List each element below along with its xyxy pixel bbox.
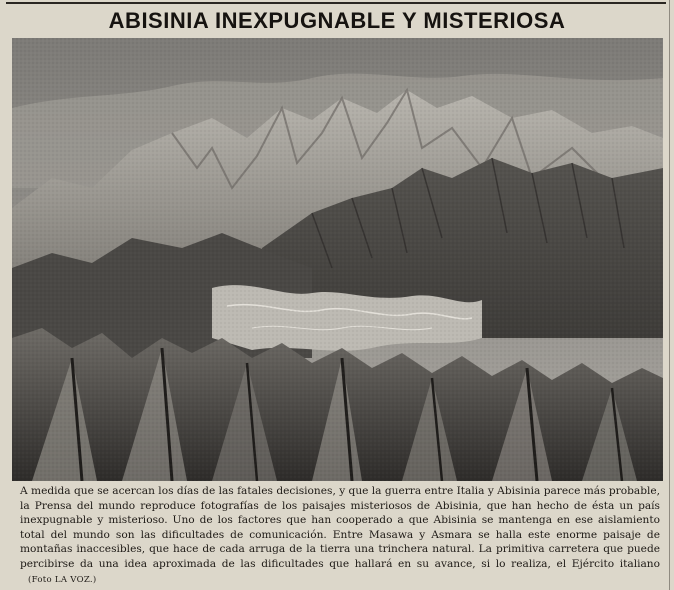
photo-credit: (Foto LA VOZ.) [28, 574, 97, 585]
column-rule [669, 0, 670, 590]
caption-text: A medida que se acercan los días de las fatales decisiones, y que la guerra entre Italia y Abisinia parece más probable, la Prensa del mundo reproduce fotografías de los paisajes misteriosos de Abisinia, que han hecho de ésta un país inexpugnable y misterioso. Uno de los factores que han cooperado a que Abisinia se mantenga en ese aislamiento total del mundo son las dificultades de comunicación. Entre Masawa y Asmara se halla este enorme paisaje de montañas inaccesibles, que hace de cada arruga de la tierra una trinchera natural. La primitiva carretera que puede percibirse da una idea aproximada de las dificultades que hallará en su avance, si lo realiza, el Ejército italiano [20, 485, 661, 570]
photo-caption [20, 484, 660, 587]
top-rule [6, 2, 666, 4]
mountain-photo [12, 38, 663, 481]
mountain-photo-drawing [12, 38, 663, 481]
headline: ABISINIA INEXPUGNABLE Y MISTERIOSA [108, 8, 566, 33]
